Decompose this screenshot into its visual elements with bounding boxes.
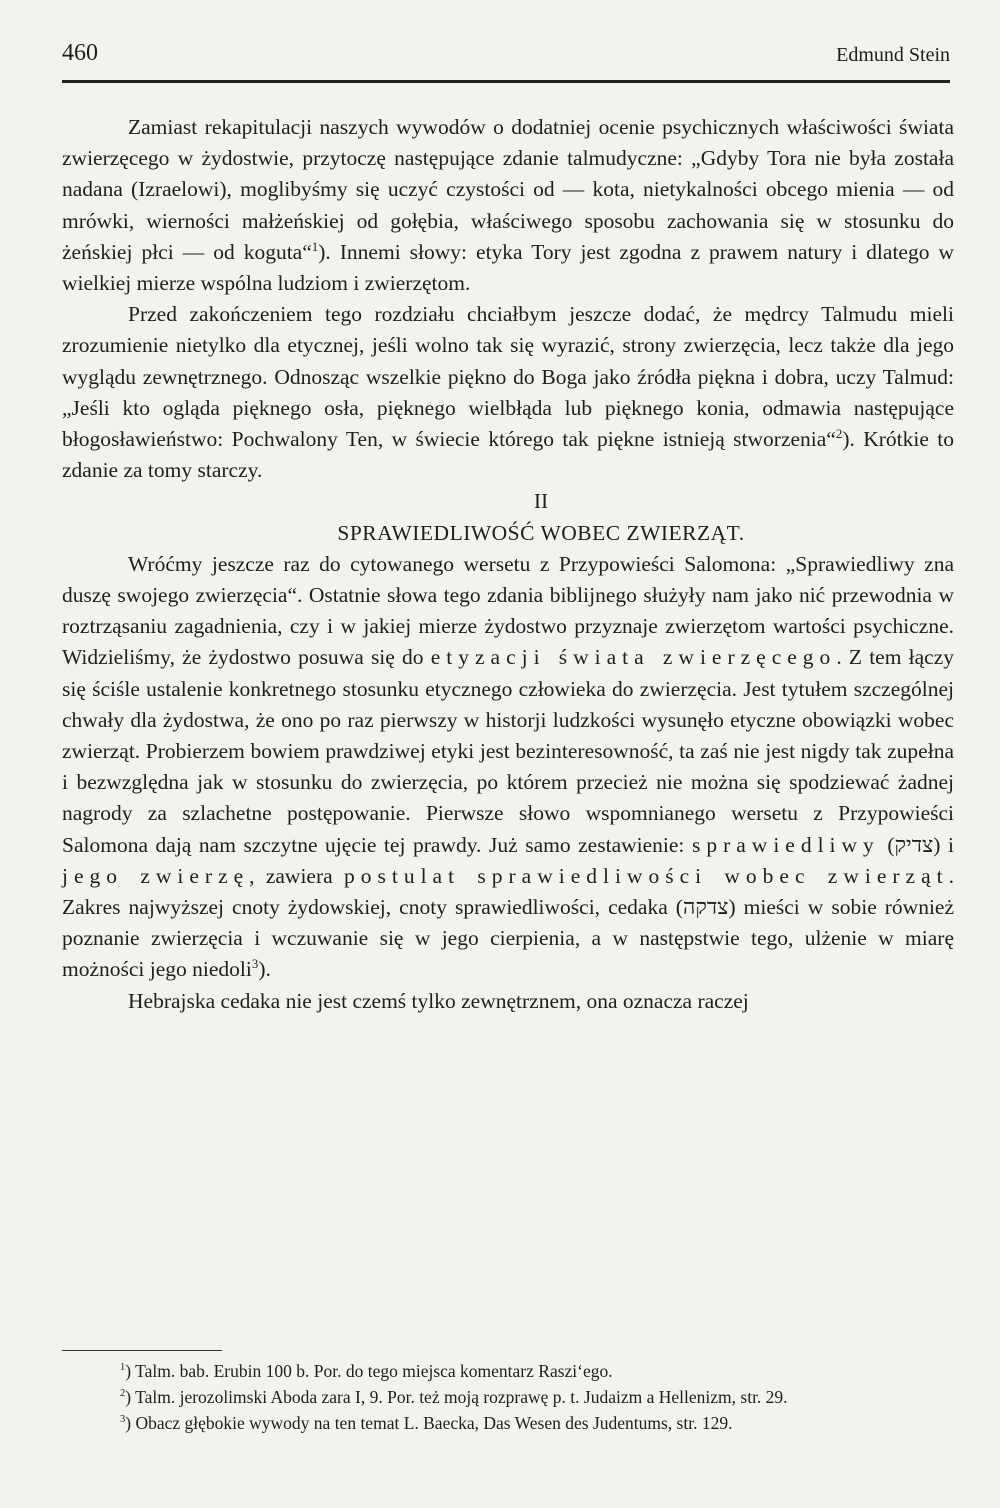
section-title: SPRAWIEDLIWOŚĆ WOBEC ZWIERZĄT. [337,520,745,545]
footnote-marker: 1 [120,1362,126,1374]
footnote: $^3$) Obacz głębokie wywody na ten temat L. Baecka, Das Wesen des Judentums, str. 129. [120,1413,733,1433]
footnote-ref: 2 [835,426,843,441]
footnote-ref: 1 [311,239,319,254]
paragraph [62,299,954,486]
paragraph-text: . Z tem łączy się ściśle ustalenie konkretnego stosunku etycznego człowieka do zwierzęcia. Jest tytułem szczególnej chwały dla żydostwa, że ono po raz pierwszy w historji ludzkości wysunęło etyczne obowiązki wobec zwierząt. Probierzem bowiem prawdziwej etyki jest bezinteresowność, ta zaś nie jest nigdy tak zupełna i bezwzględna jak w stosunku do zwierzęcia, po którem przecież nie można się spodziewać żadnej nagrody za szlachetne postępowanie. Pierwsze słowo wspomnianego wersetu z Przypowieści Salomona dają nam szczytne ujęcie tej prawdy. Już samo zestawienie: [62,645,954,857]
footnote-text: Talm. jerozolimski Aboda zara I, 9. Por. też moją rozprawę p. t. Judaizm a Hellenizm, str. 29. [135,1387,788,1407]
footnote-marker: 2 [120,1388,126,1400]
page-header [62,38,950,78]
paragraph-text: ). [258,957,271,982]
paragraph [62,986,954,1017]
paragraph-text: mieści w sobie również poznanie zwierzęcia i wczuwanie się w jego cierpienia, a w następstwie tego, ulżenie w miarę możności jego niedoli [62,895,955,982]
paragraph-text: Hebrajska cedaka nie jest czemś tylko zewnętrznem, ona oznacza raczej [128,988,749,1013]
footnote-text: Talm. bab. Erubin 100 b. Por. do tego miejsca komentarz Raszi‘ego. [135,1361,613,1381]
header-rule [62,80,950,83]
paragraph [62,112,954,299]
page-number: 460 [62,40,98,66]
paragraph-text: i [948,832,955,857]
footnote-rule [62,1350,222,1351]
running-head: Edmund Stein [836,44,950,66]
paragraph-text: . Zakres najwyższej cnoty żydowskiej, cnoty sprawiedliwości, cedaka [62,863,954,920]
footnote-ref: 3 [251,957,259,972]
paragraph-text: ). Innemi słowy: etyka Tory jest zgodna z prawem natury i dlatego w wielkiej mierze wspólna ludziom i zwierzętom. [62,239,954,296]
spaced-emphasis: etyzacji świata zwierzęcego [430,645,837,670]
footnote: $^1$) Talm. bab. Erubin 100 b. Por. do tego miejsca komentarz Raszi‘ego. [120,1361,613,1381]
footnotes [62,1358,954,1436]
spaced-emphasis: postulat sprawiedliwości wobec zwierząt [343,863,949,888]
main-text [62,112,954,1017]
footnote-marker: 3 [120,1414,126,1426]
paragraph [62,549,954,986]
footnote: $^2$) Talm. jerozolimski Aboda zara I, 9. Por. też moją rozprawę p. t. Judaizm a Hellenizm, str. 29. [120,1387,788,1407]
paragraph-text: Przed zakończeniem tego rozdziału chciałbym jeszcze dodać, że mędrcy Talmudu mieli zrozumienie nietylko dla etycznej, jeśli wolno tak się wyrazić, strony zwierzęcia, lecz także dla jego wyglądu zewnętrznego. Odnosząc wszelkie piękno do Boga jako źródła piękna i dobra, uczy Talmud: „Jeśli kto ogląda pięknego osła, pięknego wielbłąda lub pięknego konia, odmawia następujące błogosławieństwo: Pochwalony Ten, w świecie którego tak piękne istnieją stworzenia“ [62,302,954,452]
spaced-emphasis: sprawiedliwy [691,832,880,857]
paragraph-text: ). Krótkie to zdanie za tomy starczy. [62,427,954,483]
paragraph-text: , zawiera [249,863,333,888]
hebrew-term: (צדיק) [887,832,941,857]
footnote-text: Obacz głębokie wywody na ten temat L. Baecka, Das Wesen des Judentums, str. 129. [135,1413,733,1433]
paragraph-text: Zamiast rekapitulacji naszych wywodów o dodatniej ocenie psychicznych właściwości świata zwierzęcego w żydostwie, przytoczę następujące zdanie talmudyczne: „Gdyby Tora nie była została nadana (Izraelowi), moglibyśmy się uczyć czystości od — kota, nietykalności obcego mienia — od mrówki, wierności małżeńskiej od gołębia, właściwego sposobu zachowania się w stosunku do żeńskiej płci — od koguta“ [62,115,954,264]
section-number: II [533,489,549,514]
paragraph-text: Wróćmy jeszcze raz do cytowanego wersetu z Przypowieści Salomona: „Sprawiedliwy zna duszę swojego zwierzęcia“. Ostatnie słowa tego zdania biblijnego służyły nam jako nić przewodnia w roztrząsaniu zagadnienia, czy i w jakiej mierze żydostwo przyznaje zwierzętom wartości psychiczne. Widzieliśmy, że żydostwo posuwa się do [62,551,954,670]
spaced-emphasis: jego zwierzę [62,863,250,888]
hebrew-term: (צדקה) [675,895,736,920]
